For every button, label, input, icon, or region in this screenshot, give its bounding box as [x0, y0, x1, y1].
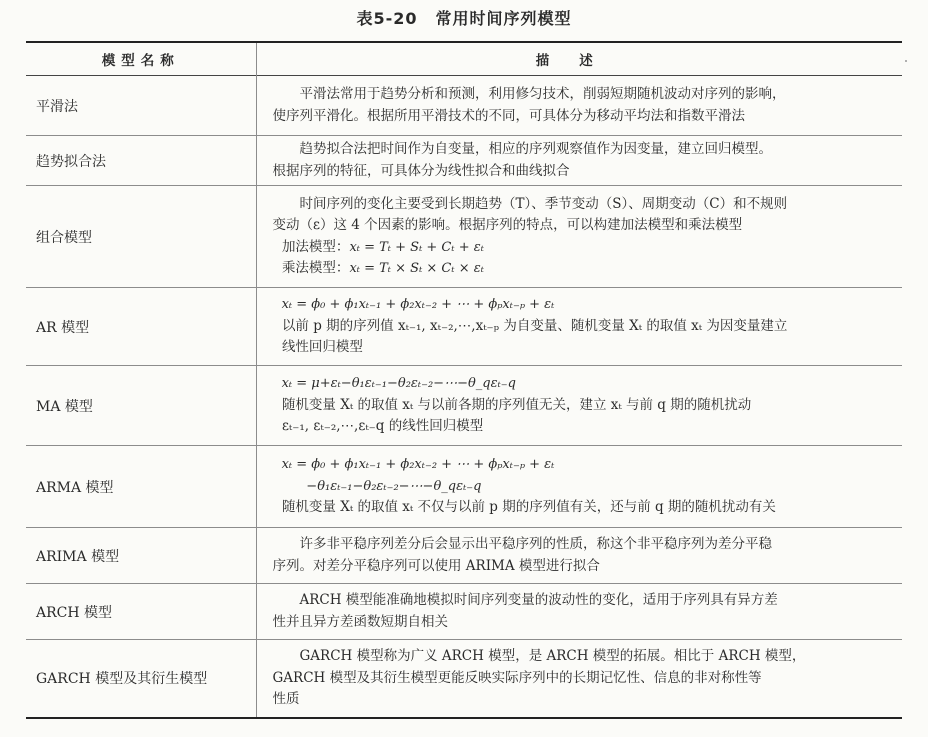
table-row [26, 640, 902, 718]
desc-line: 以前 p 期的序列值 xₜ₋₁, xₜ₋₂,⋯,xₜ₋ₚ 为自变量、随机变量 Xₜ 的取值 xₜ 为因变量建立 [281, 317, 788, 334]
table-row [26, 288, 902, 366]
model-description [256, 446, 902, 528]
model-name: MA 模型 [26, 366, 256, 446]
formula: xₜ = ϕ₀ + ϕ₁xₜ₋₁ + ϕ₂xₜ₋₂ + ⋯ + ϕₚxₜ₋ₚ + εₜ [281, 457, 555, 473]
formula: −θ₁εₜ₋₁−θ₂εₜ₋₂−⋯−θ_qεₜ₋q [306, 478, 482, 494]
model-description [256, 186, 902, 288]
desc-line: 许多非平稳序列差分后会显示出平稳序列的性质，称这个非平稳序列为差分平稳 [299, 536, 772, 552]
desc-line: 平滑法常用于趋势分析和预测，利用修匀技术，削弱短期随机波动对序列的影响， [299, 86, 786, 102]
desc-line: 序列。对差分平稳序列可以使用 ARIMA 模型进行拟合 [272, 557, 600, 574]
formula-label: 乘法模型： [281, 260, 350, 276]
desc-line: 使序列平滑化。根据所用平滑技术的不同，可具体分为移动平均法和指数平滑法 [272, 107, 745, 124]
formula-label: 加法模型： [281, 238, 350, 255]
desc-line: εₜ₋₁, εₜ₋₂,⋯,εₜ₋q 的线性回归模型 [281, 418, 484, 435]
model-description [256, 366, 902, 446]
desc-line: GARCH 模型称为广义 ARCH 模型，是 ARCH 模型的拓展。相比于 ARCH 模型， [299, 648, 806, 664]
desc-line: 性质 [272, 691, 300, 707]
table-row [26, 186, 902, 288]
desc-line: 随机变量 Xₜ 的取值 xₜ 不仅与以前 p 期的序列值有关，还与前 q 期的随机扰动有关 [281, 499, 776, 516]
model-name: 平滑法 [26, 76, 256, 136]
table-caption [0, 6, 928, 29]
model-description [256, 288, 902, 366]
formula-line [273, 258, 893, 280]
model-description [256, 584, 902, 640]
model-name: 组合模型 [26, 186, 256, 288]
table-row [26, 584, 902, 640]
desc-line: 变动（ε）这 4 个因素的影响。根据序列的特点，可以构建加法模型和乘法模型 [272, 217, 743, 233]
desc-line: 线性回归模型 [281, 339, 363, 356]
desc-line: ARCH 模型能准确地模拟时间序列变量的波动性的变化，适用于序列具有异方差 [299, 592, 778, 608]
formula: xₜ = μ+εₜ−θ₁εₜ₋₁−θ₂εₜ₋₂−⋯−θ_qεₜ₋q [281, 376, 516, 392]
formula: xₜ = Tₜ + Sₜ + Cₜ + εₜ [349, 239, 484, 255]
formula: xₜ = Tₜ × Sₜ × Cₜ × εₜ [349, 261, 484, 276]
model-name: 趋势拟合法 [26, 136, 256, 186]
table-number: 表5-20 [356, 9, 418, 28]
model-name: ARCH 模型 [26, 584, 256, 640]
time-series-models-table [26, 41, 902, 719]
model-name: GARCH 模型及其衍生模型 [26, 640, 256, 718]
desc-line: 随机变量 Xₜ 的取值 xₜ 与以前各期的序列值无关，建立 xₜ 与前 q 期的随机扰动 [281, 396, 752, 413]
desc-line: 根据序列的特征，可具体分为线性拟合和曲线拟合 [272, 162, 570, 179]
table-row [26, 136, 902, 186]
desc-line: 趋势拟合法把时间作为自变量，相应的序列观察值作为因变量，建立回归模型。 [299, 141, 772, 157]
model-description [256, 640, 902, 718]
model-description [256, 528, 902, 584]
model-name: AR 模型 [26, 288, 256, 366]
model-description [256, 76, 902, 136]
header-model-name: 模型名称 [26, 42, 256, 76]
model-description [256, 136, 902, 186]
header-row [26, 42, 902, 76]
table-row [26, 528, 902, 584]
table-title: 常用时间序列模型 [435, 9, 572, 28]
desc-line: 时间序列的变化主要受到长期趋势（T）、季节变动（S）、周期变动（C）和不规则 [299, 195, 788, 212]
table-row [26, 366, 902, 446]
header-description: 描述 [535, 53, 623, 69]
desc-line: 性并且异方差函数短期自相关 [272, 613, 448, 630]
model-name: ARIMA 模型 [26, 528, 256, 584]
scan-speck [905, 60, 907, 62]
table-row [26, 446, 902, 528]
model-name: ARMA 模型 [26, 446, 256, 528]
desc-line: GARCH 模型及其衍生模型更能反映实际序列中的长期记忆性、信息的非对称性等 [272, 669, 762, 686]
table-row [26, 76, 902, 136]
formula: xₜ = ϕ₀ + ϕ₁xₜ₋₁ + ϕ₂xₜ₋₂ + ⋯ + ϕₚxₜ₋ₚ + εₜ [281, 297, 555, 313]
formula-line [273, 237, 893, 259]
